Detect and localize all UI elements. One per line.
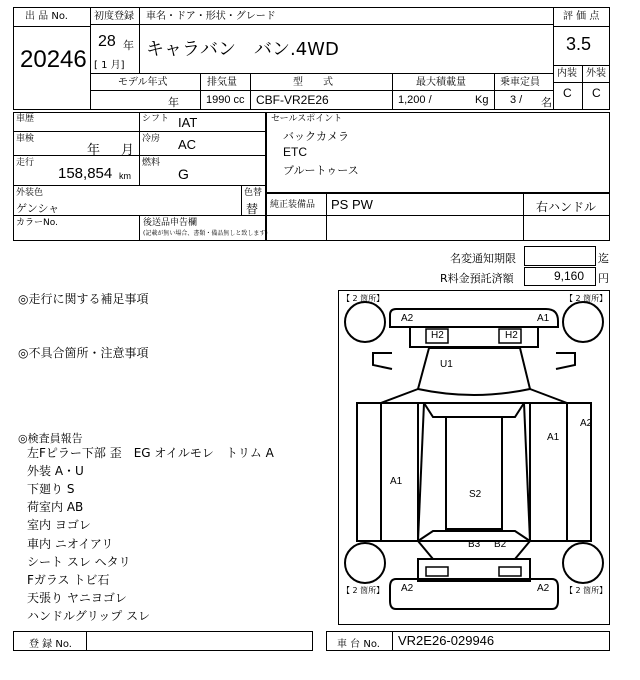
inspector-line: 天張り ヤニヨゴレ	[27, 591, 127, 605]
damage-mark-front-bumper-left: A2	[401, 313, 414, 324]
reg-month: [ 1 月]	[94, 60, 125, 71]
score-label: 評 価 点	[563, 11, 600, 22]
damage-mark-roof: S2	[469, 489, 482, 500]
inspector-line: 外装 A・U	[27, 464, 84, 478]
damage-mark-rear-right: B2	[494, 539, 507, 550]
shift: IAT	[178, 115, 198, 130]
driving-notes-title: ◎走行に関する補足事項	[18, 292, 149, 306]
inspector-line: ハンドルグリップ スレ	[27, 609, 151, 623]
damage-mark-rear-bumper-left: A2	[401, 583, 414, 594]
inspector-line: 左Fピラー下部 歪 EG オイルモレ トリム A	[27, 446, 274, 460]
name-change-box	[524, 246, 596, 266]
vehicle-outline-svg	[339, 291, 609, 624]
interior-grade: C	[563, 86, 572, 100]
reg-year: 28	[98, 33, 116, 50]
max-load-unit: Kg	[475, 94, 489, 106]
inspector-line: 下廻り S	[27, 482, 75, 496]
inspector-line: 荷室内 AB	[27, 500, 84, 514]
damage-mark-hood: U1	[440, 359, 453, 370]
vehicle-diagram	[338, 290, 610, 625]
fuel: G	[178, 166, 189, 182]
damage-mark-headlight-left: H2	[431, 330, 444, 341]
interior-label: 内装	[557, 68, 577, 79]
sales-point-1: バックカメラ	[283, 130, 349, 143]
recycle-label: R料金預託済額	[440, 272, 514, 285]
lot-no: 20246	[20, 46, 87, 73]
aircon-label: 冷房	[142, 134, 161, 144]
damage-mark-front-bumper-right: A1	[537, 313, 550, 324]
first-reg-label: 初度登録	[94, 11, 134, 22]
lot-no-label: 出 品 No.	[25, 11, 68, 22]
inspector-line: Fガラス トビ石	[27, 573, 110, 587]
name-change-unit: 迄	[598, 252, 609, 265]
inspector-line: 車内 ニオイアリ	[27, 537, 114, 551]
color-change: 替	[246, 202, 259, 216]
mileage-unit: km	[119, 171, 131, 181]
aftermarket-note: (記載が無い場合、書類・備品無しと致します)	[143, 230, 268, 237]
chassis-label: 車 台 No.	[337, 639, 380, 650]
exterior-color: ゲンシャ	[16, 202, 60, 215]
damage-mark-right-corner: A2	[580, 418, 593, 429]
exterior-label: 外装	[586, 68, 606, 79]
equipment-label: 純正装備品	[270, 200, 316, 210]
inspection-label: 車検	[16, 134, 35, 144]
color-no-label: カラーNo.	[16, 218, 58, 228]
corner-count-tr: 【 2 箇所】	[565, 294, 608, 303]
shift-label: シフト	[142, 114, 170, 124]
inspector-line: シート スレ ヘタリ	[27, 555, 131, 569]
aircon: AC	[178, 137, 197, 152]
exterior-color-label: 外装色	[16, 188, 44, 198]
defects-title: ◎不具合箇所・注意事項	[18, 346, 149, 360]
car-name-label: 車名・ドア・形状・グレード	[146, 11, 276, 22]
displacement: 1990 cc	[206, 94, 245, 106]
sales-point-2: ETC	[283, 145, 307, 159]
history-label: 車歴	[16, 114, 35, 124]
fuel-label: 燃料	[142, 158, 161, 168]
recycle-unit: 円	[598, 272, 609, 285]
equipment: PS PW	[331, 197, 373, 212]
max-load-label: 最大積載量	[416, 77, 466, 88]
sales-points-label: セールスポイント	[271, 114, 343, 124]
damage-mark-right-front: A1	[547, 432, 560, 443]
handle: 右ハンドル	[536, 200, 597, 214]
damage-mark-rear-bumper-right: A2	[537, 583, 550, 594]
model-year-label: モデル年式	[118, 77, 168, 88]
model-label: 型 式	[293, 77, 333, 88]
sales-point-3: ブルートゥース	[283, 164, 359, 177]
inspection-month-unit: 月	[121, 143, 135, 158]
aftermarket-label: 後送品申告欄	[143, 218, 198, 228]
inspector-line: 室内 ヨゴレ	[27, 518, 91, 532]
mileage: 158,854	[58, 165, 113, 182]
reg-no-label: 登 録 No.	[29, 639, 72, 650]
damage-mark-headlight-right: H2	[505, 330, 518, 341]
inspection-year-unit: 年	[87, 143, 101, 158]
corner-count-bl: 【 2 箇所】	[342, 586, 385, 595]
score: 3.5	[566, 34, 592, 54]
model-year-unit: 年	[168, 96, 179, 109]
damage-mark-left-side: A1	[390, 476, 403, 487]
displacement-label: 排気量	[207, 77, 237, 88]
chassis-no: VR2E26-029946	[398, 633, 495, 648]
capacity: 3 /	[510, 94, 523, 106]
damage-mark-rear-left: B3	[468, 539, 481, 550]
car-name: キャラバン バン.4WD	[146, 39, 339, 60]
exterior-grade: C	[592, 86, 601, 100]
mileage-label: 走行	[16, 158, 35, 168]
year-unit: 年	[123, 39, 134, 52]
corner-count-tl: 【 2 箇所】	[342, 294, 385, 303]
corner-count-br: 【 2 箇所】	[565, 586, 608, 595]
name-change-label: 名変通知期限	[450, 252, 516, 265]
recycle-value: 9,160	[554, 269, 585, 283]
capacity-label: 乗車定員	[500, 77, 540, 88]
max-load: 1,200 /	[398, 94, 432, 106]
color-change-label: 色替	[244, 188, 263, 198]
model: CBF-VR2E26	[256, 93, 329, 107]
inspector-title: ◎検査員報告	[18, 432, 83, 445]
capacity-unit: 名	[541, 96, 552, 109]
